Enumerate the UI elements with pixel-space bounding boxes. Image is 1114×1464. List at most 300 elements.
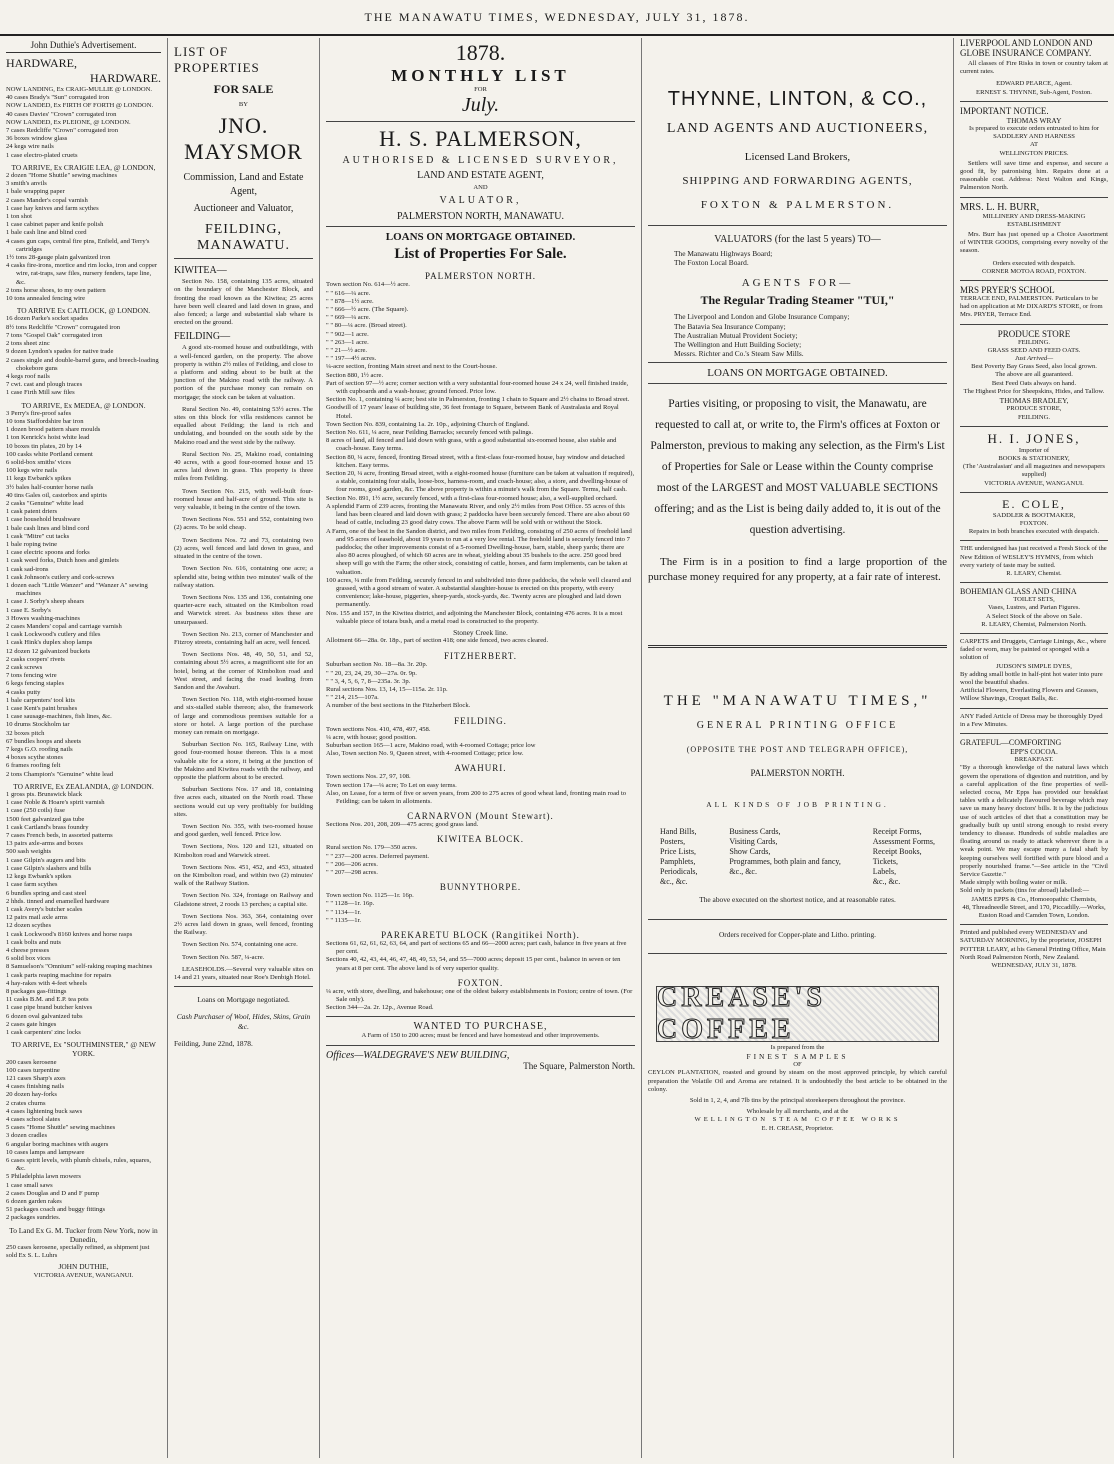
palmerson-land: LAND AND ESTATE AGENT, (417, 170, 544, 182)
stock-line: 11 casks B.M. and E.P. tea pots (6, 996, 89, 1004)
stock-line: 12 dozen 12 galvanized buckets (6, 647, 91, 655)
job-kinds: ALL KINDS OF JOB PRINTING. (706, 800, 889, 810)
palmerson-place: PALMERSTON NORTH, MANAWATU. (397, 211, 564, 223)
stock-line: 4 casks putty (6, 688, 41, 696)
stock-line: 1 bale roping twine (6, 540, 58, 548)
agency-item: The Wellington and Hutt Building Society; (674, 340, 802, 350)
job-item: Business Cards, (729, 827, 781, 837)
property-line: " " 666—½ acre. (The Square). (326, 306, 409, 314)
property-line: Section No. 1, containing ¼ acre; best site in Palmerston, fronting 1 chain to Square and 2½ chains to Broad street. (326, 396, 630, 404)
stock-line: 1 case farm scythes (6, 881, 58, 889)
stock-line: 7 cwt. cast and plough traces (6, 381, 83, 389)
job-item: Tickets, (872, 857, 899, 867)
stock-line: 3 Howes washing-machines (6, 614, 80, 622)
job-item: &c., &c. (729, 867, 757, 877)
column-maysmor (168, 38, 320, 1458)
stock-line: 2 tons horse shoes, to my own pattern (6, 286, 106, 294)
job-item: Show Cards, (729, 847, 771, 857)
stock-line: 2 cases Douglas and D and F pump (6, 1189, 100, 1197)
property-line: Rural section No. 179—350 acres. (326, 844, 418, 852)
property-item: Town Section No. 213, corner of Manchester and Fitzroy streets, containing half an acre, well fenced. (174, 630, 313, 646)
jobs-col-3 (873, 827, 935, 887)
just-arrived: Just Arrived— (1014, 355, 1054, 363)
stock-line: 2 tons Champion's "Genuine" white lead (6, 770, 114, 778)
stock-line: 5 cases "Home Shuttle" sewing machines (6, 1124, 116, 1132)
leary-chemist: R. LEARY, Chemist. (1006, 569, 1062, 577)
palmerson-name: H. S. PALMERSON, (379, 126, 582, 152)
cole-foxton: FOXTON. (1019, 519, 1049, 527)
coffee-wholesale: Wholesale by all merchants, and at the (746, 1108, 849, 1116)
cole-text: Repairs in both branches executed with despatch. (968, 528, 1100, 536)
bunny-list (326, 892, 635, 925)
stock-line: 6 solid-box smiths' vices (6, 458, 72, 466)
stock-line: 1 bale cash line and blind cord (6, 229, 87, 237)
maysmor-loans: Loans on Mortgage negotiated. (197, 995, 290, 1005)
agency-item: Messrs. Richter and Co.'s Steam Saw Mills. (674, 349, 804, 359)
job-item: Labels, (872, 867, 897, 877)
stock-line: 1 cask patent driers (6, 508, 58, 516)
stock-line: 13 pairs axle-arms and boxes (6, 840, 83, 848)
stock-line: 10 tons annealed fencing wire (6, 295, 86, 303)
fitz-list (326, 661, 635, 710)
jones: H. I. JONES, (987, 430, 1081, 446)
square: The Square, Palmerston North. (523, 1060, 635, 1071)
stock-line: 1 cask Hink's duplex shop lamps (6, 639, 93, 647)
feed-oats: Best Feed Oats always on hand. (991, 379, 1077, 387)
property-line: Also, on Lease, for a term of five or seven years, from 200 to 275 acres of good wheat land, fronting main road to Feilding; can be taken in allotments. (326, 789, 627, 805)
epps-address: 48, Threadneedle Street, and 170, Piccadilly.—Works, Euston Road and Camden Town, London. (962, 903, 1106, 920)
stock-line: 16 dozen Parke's socket spades (6, 315, 89, 323)
epps-company: JAMES EPPS & Co., Homoeopathic Chemists, (971, 895, 1097, 903)
thynne-loans: LOANS ON MORTGAGE OBTAINED. (707, 367, 888, 380)
stock-line: 1 case J. Sorby's sheep shears (6, 598, 85, 606)
awa-list (326, 773, 635, 806)
property-line: " " 1128—1r. 16p. (326, 900, 375, 908)
carpets-text: CARPETS and Druggets, Carriage Linings, &c., where faded or worn, may be painted or sponged with a solution of (960, 637, 1107, 662)
stock-line: 1 dozen each "Little Wanzer" and "Wanzer A" sewing machines (6, 581, 148, 598)
property-line: ¼-acre section, fronting Main street and next to the Court-house. (326, 363, 498, 371)
stock-line: 40 cases Brady's "Sun" corrugated iron (6, 94, 110, 102)
maysmor-cash: Cash Purchaser of Wool, Hides, Skins, Grain &c. (176, 1012, 311, 1031)
stock-line: 7 tons "Gospel Oak" corrugated iron (6, 331, 103, 339)
stock-line: 100 kegs wire nails (6, 467, 58, 475)
property-item: Town Section No. 118, with eight-roomed house and six-stalled stable thereon; also, the framework of large and commodious premises suitable for a store or hotel. A large portion of the purchase money can remain on mortgage. (174, 696, 313, 736)
property-line: Nos. 155 and 157, in the Kiwitea district, and adjoining the Manchester Block, containing 476 acres. It is a most valuable piece of totara bush, and a metal road is constructed to the property. (326, 609, 623, 625)
stock-line: 1 bale wrapping paper (6, 188, 65, 196)
property-line: Town sections Nos. 410, 478, 497, 458. (326, 725, 431, 733)
property-line: Sections 61, 62, 61, 62, 63, 64, and part of sections 65 and 66—2000 acres; part cash, balance in five years at five per cent. (326, 940, 627, 956)
stock-line: 4 cases lightening buck saws (6, 1107, 83, 1115)
stock-line: 12 pairs mail axle arms (6, 914, 68, 922)
maysmor-name: JNO. MAYSMOR (184, 113, 303, 165)
stock-line: 8 Samuelson's "Omnium" self-raking reaping machines (6, 963, 153, 971)
for-sale-heading: FOR SALE (213, 82, 274, 96)
stock-line: 7 tons fencing wire (6, 672, 57, 680)
pryer-text: TERRACE END, PALMERSTON. Particulars to be had on application at Mr DIXARD'S STORE, or from Mrs. PRYER, Terrace End. (960, 295, 1103, 319)
duthie-list-4 (6, 410, 161, 779)
guaranteed: The above are all guaranteed. (995, 371, 1073, 379)
parek-list (326, 940, 635, 973)
property-line: ¼ acre, with store, dwelling, and bakehouse; one of the oldest bakery establishments in Foxton; centre of town. (For Sale only). (326, 987, 633, 1004)
job-item: Hand Bills, (660, 827, 697, 837)
bradley-store: PRODUCE STORE, (1006, 405, 1062, 413)
stock-line: 1 cask Johnson's cutlery and cork-screws (6, 573, 115, 581)
notice-title: IMPORTANT NOTICE. (960, 105, 1049, 116)
property-item: Town Sections Nos. 48, 49, 50, 51, and 52, containing about 5½ acres, a magnificent site for an hotel, being at the corner of Kimbolton road and West street, and facing the road leading from Sandon and the Awahuri. (174, 651, 313, 691)
stock-line: 10 tons Staffordshire bar iron (6, 417, 84, 425)
bohemian-title: BOHEMIAN GLASS AND CHINA (960, 587, 1077, 597)
thynne-role: LAND AGENTS AND AUCTIONEERS, (666, 121, 929, 136)
thynne-brokers: Licensed Land Brokers, (744, 151, 851, 163)
awa-heading: AWAHURI. (454, 763, 507, 774)
stock-line: 6 bundles spring and cast steel (6, 889, 87, 897)
stock-line: 2 cases gate hinges (6, 1020, 57, 1028)
arrive-heading-5: TO ARRIVE, Ex "SOUTHMINSTER," @ NEW YORK. (11, 1040, 156, 1059)
property-item: Town Section No. 215, with well-built four-roomed house and half-acre of ground. This site is very valuable, it being in the centre of the town. (174, 487, 313, 512)
stock-line: 121 cases Sharp's axes (6, 1074, 66, 1082)
stock-line: 1 case Noble & Hoare's spirit varnish (6, 799, 105, 807)
any-faded: ANY Faded Article of Dress may be thoroughly Dyed in a Few Minutes. (960, 712, 1103, 728)
stock-line: 1 cask weed forks, Dutch hoes and gimlets (6, 557, 119, 565)
stock-line: 1 cask Lockwood's cutlery and files (6, 631, 101, 639)
job-item: &c., &c. (872, 877, 901, 887)
coffee-title: CREASE'S COFFEE (657, 981, 826, 1045)
property-item: Town Sections, Nos. 120 and 121, situated on Kimbolton road and Warwick street. (174, 843, 313, 859)
stock-line: 1 case pipe brand butcher knives (6, 1004, 93, 1012)
valuators-list (674, 249, 921, 267)
coffee-prop: E. H. CREASE, Proprietor. (761, 1124, 834, 1132)
pn-heading: PALMERSTON NORTH. (425, 271, 536, 282)
column-small-ads (954, 38, 1114, 1458)
stock-line: 24 kegs wire nails (6, 143, 54, 151)
job-item: Pamphlets, (660, 857, 696, 867)
duthie-list-2 (6, 172, 161, 303)
by-label: BY (238, 101, 249, 108)
maysmor-title: LIST OF PROPERTIES (174, 44, 260, 75)
bradley: THOMAS BRADLEY, (999, 396, 1069, 406)
liverpool-sub: ERNEST S. THYNNE, Sub-Agent, Foxton. (976, 88, 1092, 96)
job-item: Periodicals, (660, 867, 698, 877)
jones-role: Importer of (1018, 446, 1050, 454)
stock-line: 9 dozen Lyndon's spades for native trade (6, 348, 114, 356)
times-pn: PALMERSTON NORTH. (750, 768, 845, 779)
palmerson-loans: LOANS ON MORTGAGE OBTAINED. (385, 231, 576, 244)
stock-line: 1 cask "Mitre" cut tacks (6, 532, 70, 540)
stock-line: 10 boxes tin plates, 20 by 14 (6, 442, 82, 450)
highest-price: The Highest Price for Sheepskins, Hides, and Tallow. (963, 387, 1105, 395)
property-line: ¼ acre, with house; good position. (326, 733, 417, 741)
firm-position: The Firm is in a position to find a large proportion of the purchase money required for any property, at a fair rate of interest. (648, 556, 947, 584)
stock-line: 4 boxes scythe stones (6, 754, 63, 762)
epps-made: Made simply with boiling water or milk. (960, 879, 1068, 887)
stock-line: 2 tons sheet zinc (6, 340, 50, 348)
property-line: 8 acres of land, all fenced and laid down with grass, with a good substantial six-roomed house, also stable and coach-house. Easy terms. (326, 437, 617, 453)
stock-line: 1 case electric spoons and forks (6, 549, 90, 557)
stock-line: 7 cases Redcliffe "Crown" corrugated iron (6, 127, 119, 135)
property-line: " " 20, 23, 24, 29, 30—27a. 0r. 9p. (326, 669, 417, 677)
foxton-heading: FOXTON. (457, 977, 504, 988)
property-item: Suburban Section No. 165, Railway Line, with good four-roomed house thereon. This is a most valuable site for a store, it being at the junction of the Makino and Kiwitea roads with the railway, and opposite the platform about to be erected. (174, 741, 313, 781)
bradley-feilding: FEILDING. (1017, 413, 1051, 421)
duthie-tail-2: 250 cases kerosene, specially refined, as shipment just sold Ex S. L. Luhrs (6, 1244, 150, 1260)
judson-title: JUDSON'S SIMPLE DYES, (996, 662, 1072, 670)
stock-line: 2 cases Mander's copal varnish (6, 196, 88, 204)
stock-line: 100 casks white Portland cement (6, 450, 93, 458)
stock-line: 2 packages sundries. (6, 1214, 61, 1222)
stock-line: 6 frames roofing felt (6, 762, 61, 770)
stock-line: 4 cases finishing nails (6, 1083, 65, 1091)
stock-line: 1 gross pts. Brunswick black (6, 791, 83, 799)
times-title: THE "MANAWATU TIMES," (663, 693, 932, 710)
leary-chemist-2: R. LEARY, Chemist, Palmerston North. (981, 620, 1087, 628)
duthie-list-1 (6, 86, 161, 160)
job-item: Programmes, both plain and fancy, (729, 857, 841, 867)
hardware-title-2: HARDWARE. (90, 71, 161, 85)
property-line: " " 669—¼ acre. (326, 314, 371, 322)
property-line: Section 80, ¼ acre, fenced, fronting Broad street, with a first-class four-roomed house, bay window and detached kitchen. Easy terms. (326, 453, 625, 469)
property-line: Rural sections Nos. 13, 14, 15—115a. 2r. 11p. (326, 685, 448, 693)
stock-line: 2 dozen "Home Shuttle" sewing machines (6, 172, 118, 180)
stock-line: 10 cases lamps and lampware (6, 1148, 85, 1156)
stock-line: 1 case small saws (6, 1181, 53, 1189)
flowers-text: Artificial Flowers, Everlasting Flowers and Grasses, Willow Shavings, Croquet Balls, &c. (960, 687, 1099, 703)
job-item: &c., &c. (660, 877, 688, 887)
property-line: Part of section 97—½ acre; corner section with a very substantial four-roomed house 24 x 24, well finished inside, with cupboards and a wash-house; ground fenced. Price low. (326, 379, 629, 396)
offices: Offices—WALDEGRAVE'S NEW BUILDING, (326, 1049, 510, 1061)
jobs-col-2 (729, 827, 840, 887)
stock-line: 2 casks "Genuine" white lead (6, 499, 84, 507)
jones-text: (The 'Australasian' and all magazines and newspapers supplied) (963, 463, 1105, 479)
property-line: " " 878—1½ acre. (326, 297, 374, 305)
stock-line: 10 drums Stockholm tar (6, 721, 70, 729)
stock-line: 6 dozen garden rakes (6, 1198, 62, 1206)
agency-item: The Batavia Sea Insurance Company; (674, 321, 786, 331)
toilet-sets: TOILET SETS, (1013, 596, 1055, 604)
property-line: " " 206—206 acres. (326, 860, 378, 868)
stock-line: 1 case sausage-machines, fish lines, &c. (6, 713, 112, 721)
burr-title: MRS. L. H. BURR, (960, 201, 1040, 213)
property-line: 100 acres, ¼ mile from Feilding, securely fenced in and subdivided into three paddocks, the whole well cleared and grassed, with a good stream of water. A substantial slaughter-house is erected on this property, with every convenience; lake-house, piggeries, sheep-yards, stock-yards, &c. Twenty acres are ploughed and laid down permanently. (326, 576, 632, 609)
hardware-title-1: HARDWARE, (6, 56, 77, 70)
stock-line: 3 dozen cradles (6, 1132, 48, 1140)
stock-line: 1 cask sad-irons (6, 565, 49, 573)
grateful: GRATEFUL—COMFORTING (960, 737, 1062, 747)
job-item: Visiting Cards, (729, 837, 778, 847)
leary-text: THE undersigned has just received a Fresh Stock of the New Edition of WESLEY'S HYMNS, from which every variety of taste may be suited. (960, 545, 1107, 569)
jobs-col-1 (660, 827, 698, 887)
stock-line: 20 dozen hay-forks (6, 1091, 57, 1099)
thynne-firm: THYNNE, LINTON, & CO., (667, 88, 928, 110)
arrive-heading-1: TO ARRIVE, Ex CRAIGIE LEA, @ LONDON, (11, 162, 156, 172)
rye-grass: Best Poverty Bay Grass Seed, also local grown. (971, 363, 1097, 371)
property-line: " " 237—200 acres. Deferred payment. (326, 852, 429, 860)
cole: E. COLE, (1002, 496, 1066, 511)
duthie-signature: JOHN DUTHIE, (58, 1262, 109, 1272)
stoney-text: Allotment 66—28a. 0r. 18p., part of section 418; one side fenced, two acres cleared. (326, 637, 549, 645)
agents-heading: AGENTS FOR— (741, 277, 854, 290)
thynne-place: FOXTON & PALMERSTON. (700, 199, 895, 211)
breakfast: BREAKFAST. (1014, 756, 1054, 764)
stock-line: 1 dozen brood pattern share moulds (6, 426, 101, 434)
stock-line: 1 case household brushware (6, 516, 81, 524)
valuators-heading: VALUATORS (for the last 5 years) TO— (714, 234, 881, 245)
stock-line: 2 hhds. tinned and enamelled hardware (6, 897, 110, 905)
stock-line: 67 bundles hoops and sheets (6, 737, 82, 745)
property-line: Suburban section No. 18—8a. 3r. 20p. (326, 661, 428, 669)
duthie-list-3 (6, 315, 161, 397)
property-line: " " 214, 215—107a. (326, 694, 379, 702)
stock-line: 12 kegs Ewbank's spikes (6, 873, 72, 881)
tui: The Regular Trading Steamer "TUI," (700, 293, 895, 308)
carn-heading: CARNARVON (Mount Stewart). (407, 811, 554, 822)
column-thynne (642, 38, 954, 1458)
property-item: LEASEHOLDS.—Several very valuable sites on 14 and 21 years, situated near Roe's Denbigh Hotel. (174, 965, 313, 982)
liverpool-text: All classes of Fire Risks in town or country taken at current rates. (960, 60, 1108, 76)
stock-line: 6 cases spirit levels, with plumb chisels, rules, squares, &c. (6, 1157, 152, 1173)
imprint-date: WEDNESDAY, JULY 31, 1878. (991, 962, 1077, 970)
stock-line: 3 smith's anvils (6, 180, 47, 188)
maysmor-role: Commission, Land and Estate Agent, (183, 172, 304, 198)
select-stock: A Select Stock of the above on Sale. (986, 612, 1082, 620)
stock-line: 1 case Kent's paint brushes (6, 705, 78, 713)
stock-line: 8½ tons Redcliffe "Crown" corrugated iron (6, 323, 121, 331)
property-line: " " 197—4½ acres. (326, 355, 377, 363)
stock-line: 1 case hay knives and farm scythes (6, 204, 99, 212)
property-item: Town Section No. 616, containing one acre; a splendid site, being within two minutes' walk of the railway station. (174, 565, 313, 589)
maysmor-date: Feilding, June 22nd, 1878. (174, 1038, 253, 1048)
coffee-finest: FINEST SAMPLES (746, 1052, 849, 1062)
stock-line: 40 cases Davies' "Crown" corrugated iron (6, 110, 117, 118)
property-item: Town Section No. 355, with two-roomed house and good garden, well fenced. Price low. (174, 822, 313, 839)
wray-text: Is prepared to execute orders entrusted to him for (969, 125, 1099, 133)
arrive-heading-3: TO ARRIVE, Ex MEDEA, @ LONDON. (21, 400, 146, 410)
fitz-heading: FITZHERBERT. (443, 651, 518, 662)
judson-text: By adding small bottle in half-pint hot water into pure wool the beautiful shades. (960, 670, 1103, 686)
agents-list (674, 312, 921, 358)
property-line: Goodwill of 17 years' lease of building site, 36 feet frontage to Square, between Bank of Australasia and Royal Hotel. (326, 404, 619, 420)
burr-address: CORNER MOTOA ROAD, FOXTON. (982, 267, 1086, 275)
opposite: (OPPOSITE THE POST AND TELEGRAPH OFFICE), (686, 745, 909, 755)
feil-heading: FEILDING. (454, 715, 507, 726)
property-item: Rural Section No. 25, Makino road, containing 40 acres, with a good four-roomed house and 15 acres laid down in grass. This property is three miles from Feilding. (174, 450, 313, 483)
arrive-heading-2: TO ARRIVE Ex CAITLOCK, @ LONDON. (16, 306, 151, 316)
stock-line: 3½ bales half-counter horse nails (6, 483, 94, 491)
feilding-heading: FEILDING— (174, 331, 231, 343)
property-line: " " 207—298 acres. (326, 869, 378, 876)
saddlery: SADDLERY AND HARNESS (993, 133, 1075, 141)
stock-line: 2 cases single and double-barrel guns, and breech-loading chokebore guns (6, 356, 159, 372)
property-item: Town Sections Nos. 551 and 552, containing two (2) acres. To be sold cheap. (174, 516, 313, 532)
agency-item: The Australian Mutual Provident Society; (674, 330, 798, 340)
stock-line: 4 cases school slates (6, 1115, 61, 1123)
wanted-heading: WANTED TO PURCHASE, (413, 1021, 548, 1033)
arrive-heading-4: TO ARRIVE, Ex ZEALANDIA, @ LONDON. (13, 781, 154, 791)
stock-line: 5 Philadelphia lawn mowers (6, 1173, 81, 1181)
palmerson-role: AUTHORISED & LICENSED SURVEYOR, (342, 155, 619, 167)
stock-line: 3 Perry's fire-proof safes (6, 409, 72, 417)
stock-line: 1 case Gilpin's slashers and bills (6, 864, 92, 872)
kiw-list (326, 844, 635, 877)
epps-sold: Sold only in packets (tins for abroad) labelled:— (960, 887, 1090, 895)
property-line: " " 21—½ acre. (326, 347, 368, 355)
property-line: " " 616—¼ acre. (326, 289, 371, 297)
wanted-text: A Farm of 150 to 200 acres; must be fenced and have homestead and other improvements. (361, 1032, 600, 1040)
property-line: Section 880, 1½ acre. (326, 371, 384, 379)
maysmor-auctioneer: Auctioneer and Valuator, (193, 203, 294, 215)
burr-text: Mrs. Burr has just opened up a Choice Assortment of WINTER GOODS, comprising every novelty of the season. (960, 231, 1108, 255)
column-palmerson (320, 38, 642, 1458)
duthie-list-5 (6, 791, 161, 1037)
feilding-items (174, 344, 313, 982)
property-line: Town Section No. 839, containing 1a. 2r. 10p., adjoining Church of England. (326, 420, 530, 428)
parties-text: Parties visiting, or proposing to visit, the Manawatu, are requested to call at, or write to, the Firm's offices at Foxton or Palmerston, previous to making any selection, as the Firm's List of Properties for Sale or Lease within the County comprise most of the LARGEST and MOST VALUABLE SECTIONS offering; and as the List is being daily added to, it is out of the question advertising. (650, 398, 945, 537)
property-item: Town Section No. 587, ¼-acre. (182, 953, 265, 961)
feil-list (326, 726, 635, 759)
property-line: " " 263—1 acre. (326, 338, 369, 346)
stock-line: 1 cask Lockwood's 8160 knives and horse rasps (6, 930, 133, 938)
coffee-ceylon: CEYLON PLANTATION, roasted and ground by steam on the most approved principle, by which careful preparation the Volatile Oil and Aroma are retained. It is undoubtedly the best article to be obtained in the colony. (648, 1069, 947, 1093)
property-item: Town Sections Nos. 72 and 73, containing two (2) acres, well fenced and laid down in grass, and situated in the centre of the town. (174, 536, 313, 561)
for-label: FOR (474, 86, 487, 93)
property-line: Section 20, ¼ acre, fronting Broad street, with a eight-roomed house (furniture can be taken at valuation if required), a stable, containing four stalls, loose-box, harness-room, and coach-house; also, a store, and dwelling-house of four rooms, good garden, &c. The above property is within a minute's walk from the Square. Terms, half cash. (326, 470, 635, 494)
stock-line: 6 kegs fencing staples (6, 680, 65, 688)
duthie-tail: To Land Ex G. M. Tucker from New York, now in Dunedin, (9, 1225, 158, 1244)
property-item: A good six-roomed house and outbuildings, with a well-fenced garden, on the property. The above property is within 2½ miles of Feilding, and close to a platform and siding about to be built at the junction of the Makino road with the railway. A portion of the purchase money can remain on mortgage; the stock can be taken at valuation. (174, 344, 313, 401)
pryer-title: MRS PRYER'S SCHOOL (960, 285, 1055, 296)
orders: Orders received for Copper-plate and Litho. printing. (718, 929, 877, 939)
stock-line: 1½ tons 28-gauge plain galvanized iron (6, 254, 111, 262)
stock-line: 4 kegs roof nails (6, 372, 50, 380)
gpo: GENERAL PRINTING OFFICE (696, 720, 899, 732)
job-item: Price Lists, (660, 847, 696, 857)
stock-line: 2 crates churns (6, 1099, 46, 1107)
stock-line: 7 kegs G.O. roofing nails (6, 746, 73, 754)
stock-line: 500 sash weights (6, 848, 52, 856)
stock-line: 8 packages gas-fittings (6, 987, 67, 995)
property-item: Suburban Sections Nos. 17 and 18, containing five acres each, situated on the North road. These sections would cut up very profitably for building sites. (174, 786, 313, 818)
property-item: Town Sections Nos. 363, 364, containing over 2½ acres laid down in grass, well fenced, fronting the Railway. (174, 912, 313, 937)
stock-line: NOW LANDING, Ex CRAIG-MULLIE @ LONDON. (6, 86, 153, 93)
stock-line: 12 dozen scythes (6, 922, 52, 930)
crease-coffee-banner (656, 981, 939, 1045)
stock-line: 1500 feet galvanized gas tube (6, 815, 85, 823)
valuator-item: The Manawatu Highways Board; (674, 249, 773, 258)
stock-line: 1 case electro-plated cruets (6, 151, 78, 159)
stock-line: 40 tins Gales oil, castorbox and spirits (6, 491, 107, 499)
liverpool-agent: EDWARD PEARCE, Agent. (996, 80, 1072, 88)
maysmor-place: FEILDING, MANAWATU. (196, 222, 291, 254)
executed: The above executed on the shortest notice, and at reasonable rates. (699, 895, 896, 905)
duthie-address: VICTORIA AVENUE, WANGANUI. (33, 1271, 134, 1279)
property-line: A splendid Farm of 239 acres, fronting the Manawatu River, and only 2½ miles from Post Office. 55 acres of this land has been cleared and laid down with grass; 2 paddocks have been securely fenced. There are also about 60 head of cattle, including 23 good dairy cows. The above Farm will be sold with or without the Stock. (326, 502, 630, 527)
kiwitea-heading: KIWITEA— (174, 265, 227, 277)
property-line: " " 80—¼ acre. (Broad street). (326, 322, 407, 330)
property-line: Suburban section 165—1 acre, Makino road, with 4-roomed Cottage; price low (326, 741, 536, 749)
duthie-list-6 (6, 1059, 161, 1223)
stock-line: 6 solid box vices (6, 955, 51, 963)
thynne-shipping: SHIPPING AND FORWARDING AGENTS, (682, 175, 913, 187)
property-line: " " 3, 4, 5, 6, 7, 8—235a. 3r. 3p. (326, 677, 411, 685)
column-duthie (0, 38, 168, 1458)
property-line: Town section No. 614—½ acre. (326, 281, 410, 289)
wray-text-2: Settlers will save time and expense, and secure a good fit, by patronising him. Repairs done at a reasonable cost. Address: Next Walton and Kings, Palmerston North. (960, 159, 1108, 192)
stock-line: 7 cases French beds, in assorted patterns (6, 832, 113, 840)
property-line: Town sections Nos. 27, 97, 108. (326, 773, 411, 781)
stock-line: 1 case Gilpin's augers and bits (6, 856, 86, 864)
parek-heading: PAREKARETU BLOCK (Rangitikei North). (381, 930, 580, 941)
pn-list (326, 281, 635, 626)
imprint: Printed and published every WEDNESDAY and SATURDAY MORNING, by the proprietor, JOSEPH POTTER LEARY, at his General Printing Office, Main North Road Palmerston North, New Zealand. (960, 929, 1106, 961)
